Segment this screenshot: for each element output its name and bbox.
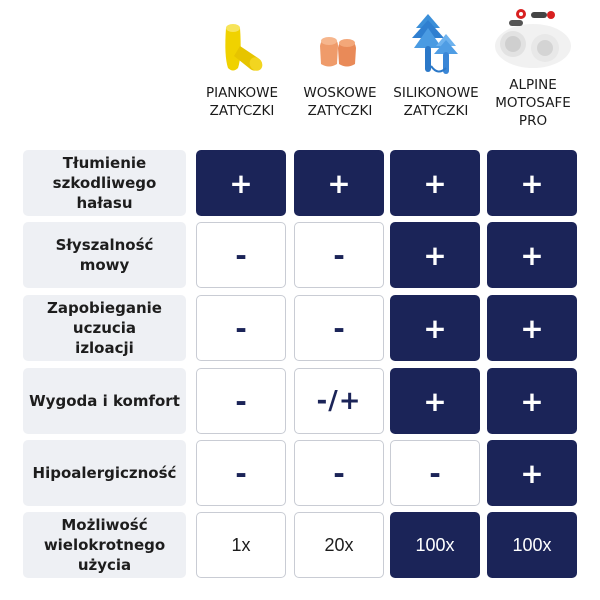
column-name-foam: PIANKOWE ZATYCZKI	[205, 85, 279, 119]
cell-hypo-foam: -	[196, 440, 286, 506]
row-label-isolation-prevention	[23, 295, 186, 361]
cell-noise-wax: +	[294, 150, 384, 216]
row-label-text: Możliwość wielokrotnego użycia	[43, 516, 166, 574]
column-name-alpine: ALPINE MOTOSAFE PRO	[495, 77, 571, 129]
column-name-silicone: SILIKONOWE ZATYCZKI	[393, 85, 479, 119]
row-label-text: Tłumienie szkodliwego hałasu	[52, 154, 157, 212]
cell-isolation-foam: -	[196, 295, 286, 361]
cell-speech-silicone: +	[390, 222, 480, 288]
silicone-earplugs-image	[390, 6, 482, 78]
row-label-text: Słyszalność mowy	[55, 236, 154, 274]
column-name-wax: WOSKOWE ZATYCZKI	[303, 85, 377, 119]
cell-isolation-silicone: +	[390, 295, 480, 361]
row-label-hypoallergenic	[23, 440, 186, 506]
cell-reuse-foam: 1x	[196, 512, 286, 578]
cell-noise-alpine: +	[487, 150, 577, 216]
cell-reuse-alpine: 100x	[487, 512, 577, 578]
cell-speech-wax: -	[294, 222, 384, 288]
cell-hypo-silicone: -	[390, 440, 480, 506]
row-label-comfort	[23, 368, 186, 434]
alpine-earplugs-image	[487, 2, 579, 74]
cell-comfort-foam: -	[196, 368, 286, 434]
column-header-alpine	[487, 0, 579, 140]
row-label-speech-audibility	[23, 222, 186, 288]
row-label-text: Wygoda i komfort	[29, 392, 180, 410]
cell-reuse-silicone: 100x	[390, 512, 480, 578]
cell-hypo-alpine: +	[487, 440, 577, 506]
cell-isolation-alpine: +	[487, 295, 577, 361]
cell-noise-foam: +	[196, 150, 286, 216]
cell-hypo-wax: -	[294, 440, 384, 506]
row-label-text: Hipoalergiczność	[32, 464, 177, 482]
cell-speech-alpine: +	[487, 222, 577, 288]
foam-earplugs-image	[196, 6, 288, 78]
column-header-foam	[196, 0, 288, 140]
row-label-reusability	[23, 512, 186, 578]
cell-comfort-wax: -/+	[294, 368, 384, 434]
cell-noise-silicone: +	[390, 150, 480, 216]
cell-reuse-wax: 20x	[294, 512, 384, 578]
cell-comfort-silicone: +	[390, 368, 480, 434]
row-label-text: Zapobieganie uczucia izloacji	[47, 299, 162, 357]
wax-earplugs-image	[294, 6, 386, 78]
cell-comfort-alpine: +	[487, 368, 577, 434]
column-header-wax	[294, 0, 386, 140]
cell-speech-foam: -	[196, 222, 286, 288]
column-header-silicone	[390, 0, 482, 140]
cell-isolation-wax: -	[294, 295, 384, 361]
row-label-noise-reduction	[23, 150, 186, 216]
